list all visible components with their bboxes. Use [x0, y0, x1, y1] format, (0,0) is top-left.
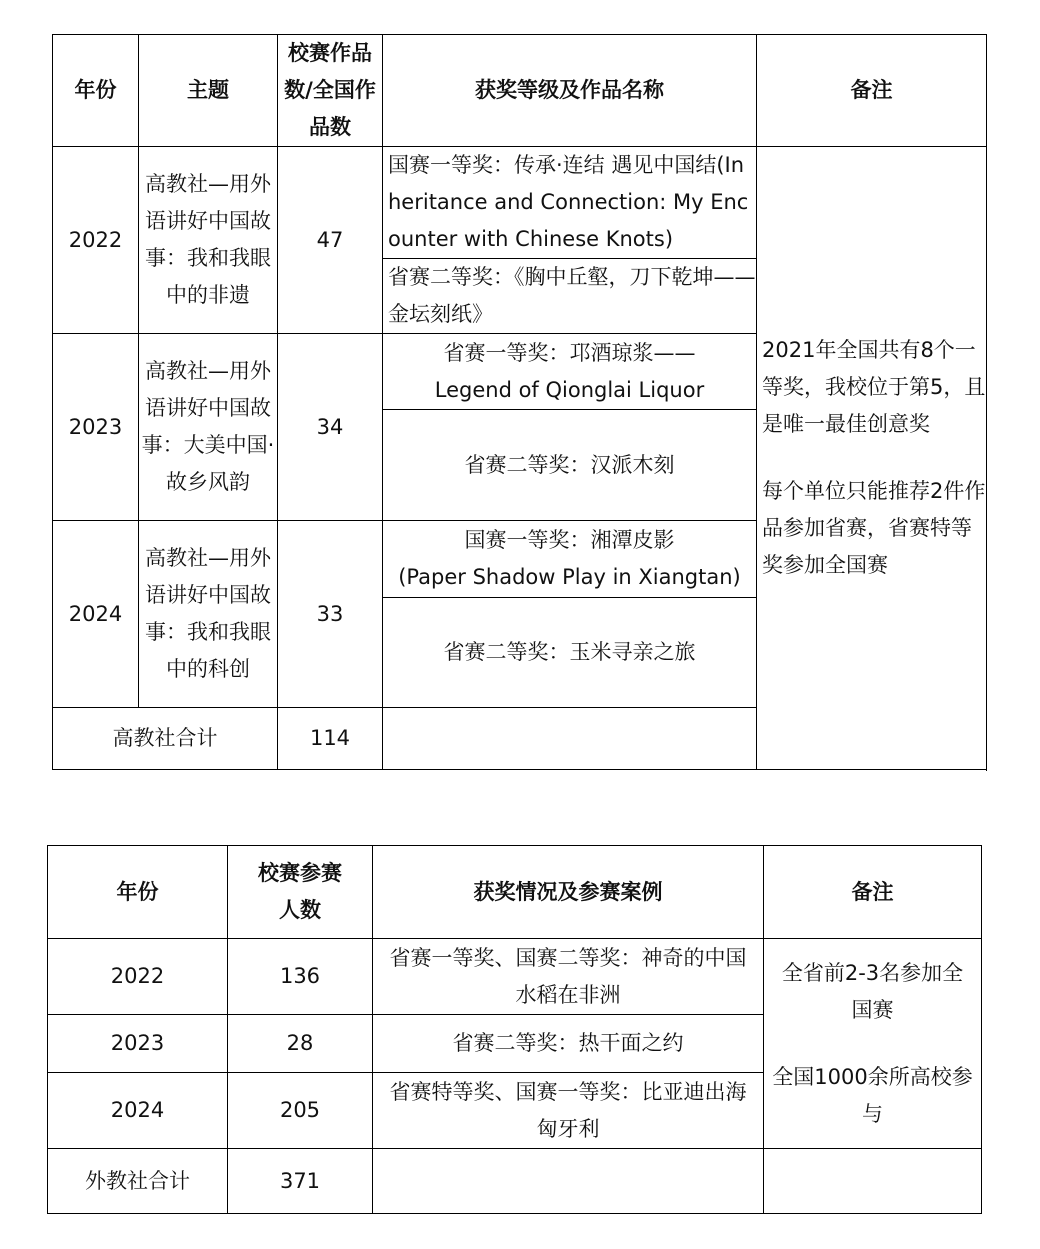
award-line: (Paper Shadow Play in Xiangtan): [398, 565, 741, 589]
total-value: 371: [228, 1149, 373, 1214]
year-cell: 2022: [53, 147, 139, 334]
header-awards: 获奖情况及参赛案例: [373, 846, 764, 939]
awards-table-gaojiaoshe: [52, 34, 987, 770]
award-line: 国赛一等奖：湘潭皮影: [464, 528, 675, 552]
count-cell: 47: [278, 147, 383, 334]
total-label: 高教社合计: [53, 708, 278, 770]
year-cell: 2024: [48, 1073, 228, 1149]
count-cell: 33: [278, 521, 383, 708]
count-cell: 28: [228, 1015, 373, 1073]
empty-cell: [373, 1149, 764, 1214]
theme-cell: 高教社—用外语讲好中国故事：大美中国·故乡风韵: [139, 334, 278, 521]
theme-cell: 高教社—用外语讲好中国故事：我和我眼中的科创: [139, 521, 278, 708]
note-text: 全国1000余所高校参与: [772, 1064, 973, 1126]
award-cell: 省赛二等奖：玉米寻亲之旅: [383, 598, 757, 708]
count-cell: 34: [278, 334, 383, 521]
award-line: 省赛一等奖：邛酒琼浆——: [443, 340, 696, 365]
count-cell: 136: [228, 939, 373, 1015]
total-value: 114: [278, 708, 383, 770]
note-text: 全省前2-3名参加全国赛: [781, 960, 964, 1022]
award-cell: 省赛二等奖：汉派木刻: [383, 410, 757, 521]
award-line: Legend of Qionglai Liquor: [434, 377, 705, 402]
count-cell: 205: [228, 1073, 373, 1149]
theme-cell: 高教社—用外语讲好中国故事：我和我眼中的非遗: [139, 147, 278, 334]
header-notes: 备注: [764, 846, 982, 939]
header-year: 年份: [53, 35, 139, 147]
note-text: 每个单位只能推荐2件作品参加省赛，省赛特等奖参加全国赛: [762, 479, 986, 577]
header-count: 校赛参赛人数: [228, 846, 373, 939]
awards-table-waijiaoshe: [47, 845, 982, 1214]
header-count: 校赛作品数/全国作品数: [278, 35, 383, 147]
year-cell: 2022: [48, 939, 228, 1015]
header-theme: 主题: [139, 35, 278, 147]
header-year: 年份: [48, 846, 228, 939]
total-label: 外教社合计: [48, 1149, 228, 1214]
notes-cell: [757, 147, 987, 770]
year-cell: 2024: [53, 521, 139, 708]
empty-cell: [383, 708, 757, 770]
year-cell: 2023: [48, 1015, 228, 1073]
award-cell: 省赛特等奖、国赛一等奖：比亚迪出海匈牙利: [373, 1073, 764, 1149]
award-cell: [383, 521, 757, 598]
award-cell: 省赛二等奖：《胸中丘壑，刀下乾坤——金坛刻纸》: [383, 259, 757, 334]
award-cell: 省赛一等奖、国赛二等奖：神奇的中国水稻在非洲: [373, 939, 764, 1015]
header-awards: 获奖等级及作品名称: [383, 35, 757, 147]
year-cell: 2023: [53, 334, 139, 521]
header-notes: 备注: [757, 35, 987, 147]
note-text: 2021年全国共有8个一等奖，我校位于第5，且是唯一最佳创意奖: [762, 338, 986, 436]
award-cell: [383, 334, 757, 410]
empty-cell: [764, 1149, 982, 1214]
award-cell: 省赛二等奖：热干面之约: [373, 1015, 764, 1073]
award-cell: 国赛一等奖：传承·连结 遇见中国结(Inheritance and Connection: My Encounter with Chinese Knots): [383, 147, 757, 259]
notes-cell: [764, 939, 982, 1149]
